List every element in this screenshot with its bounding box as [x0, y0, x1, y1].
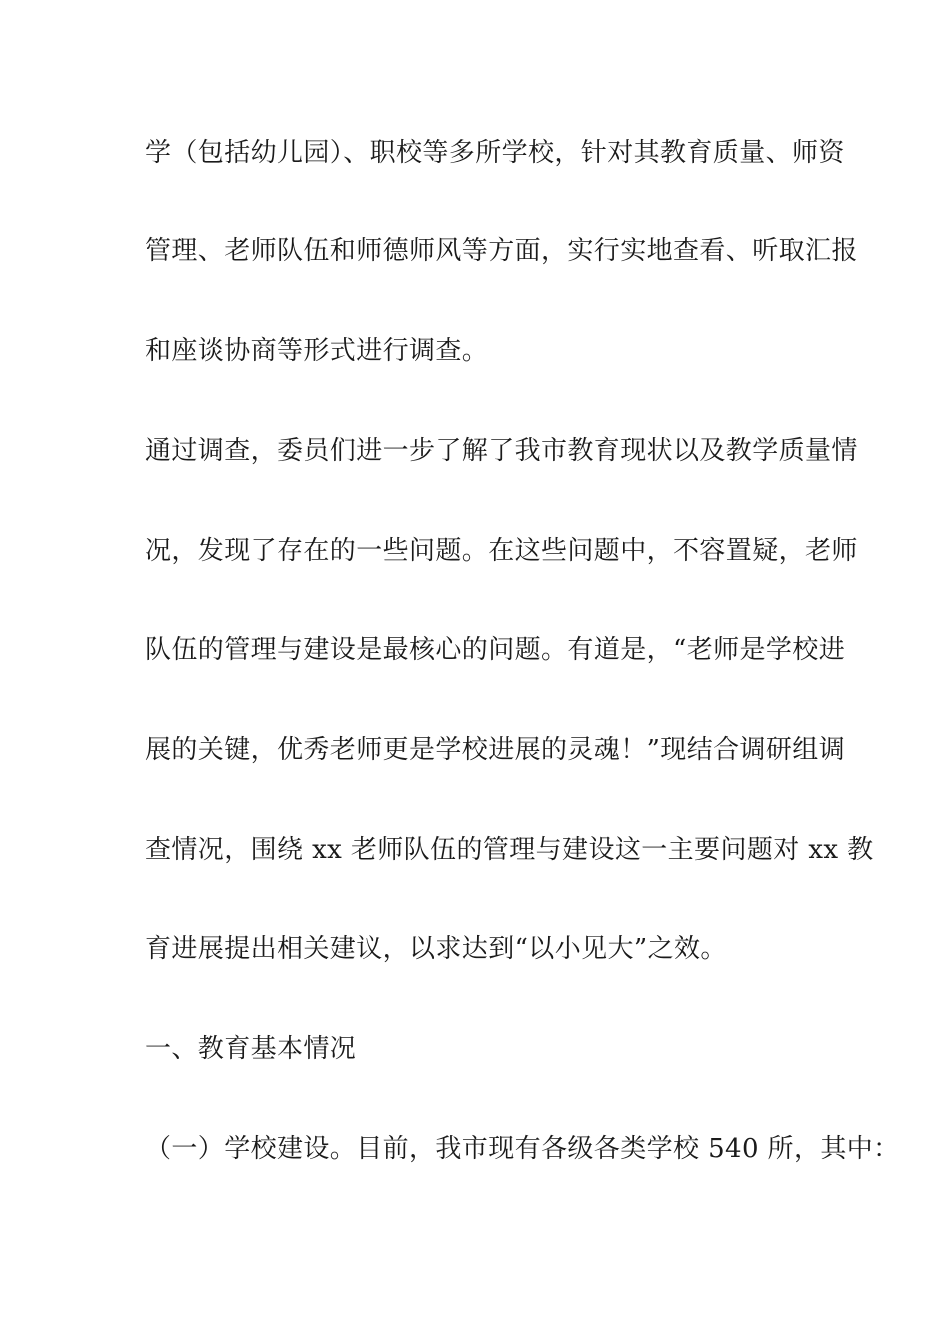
- paragraph-line-9: 育进展提出相关建议，以求达到“以小见大”之效。: [145, 934, 727, 964]
- paragraph-line-5: 况，发现了存在的一些问题。在这些问题中，不容置疑，老师: [145, 536, 858, 566]
- paragraph-line-1: 学（包括幼儿园）、职校等多所学校，针对其教育质量、师资: [145, 138, 845, 168]
- subsection-line: （一）学校建设。目前，我市现有各级各类学校 540 所，其中：: [145, 1134, 900, 1164]
- paragraph-line-8: 查情况，围绕 xx 老师队伍的管理与建设这一主要问题对 xx 教: [145, 835, 874, 865]
- paragraph-line-7: 展的关键，优秀老师更是学校进展的灵魂！”现结合调研组调: [145, 735, 846, 765]
- paragraph-line-3: 和座谈协商等形式进行调查。: [145, 336, 489, 366]
- section-heading: 一、教育基本情况: [145, 1034, 357, 1064]
- paragraph-line-4: 通过调查，委员们进一步了解了我市教育现状以及教学质量情: [145, 436, 858, 466]
- paragraph-line-6: 队伍的管理与建设是最核心的问题。有道是，“老师是学校进: [145, 635, 846, 665]
- paragraph-line-2: 管理、老师队伍和师德师风等方面，实行实地查看、听取汇报: [145, 236, 858, 266]
